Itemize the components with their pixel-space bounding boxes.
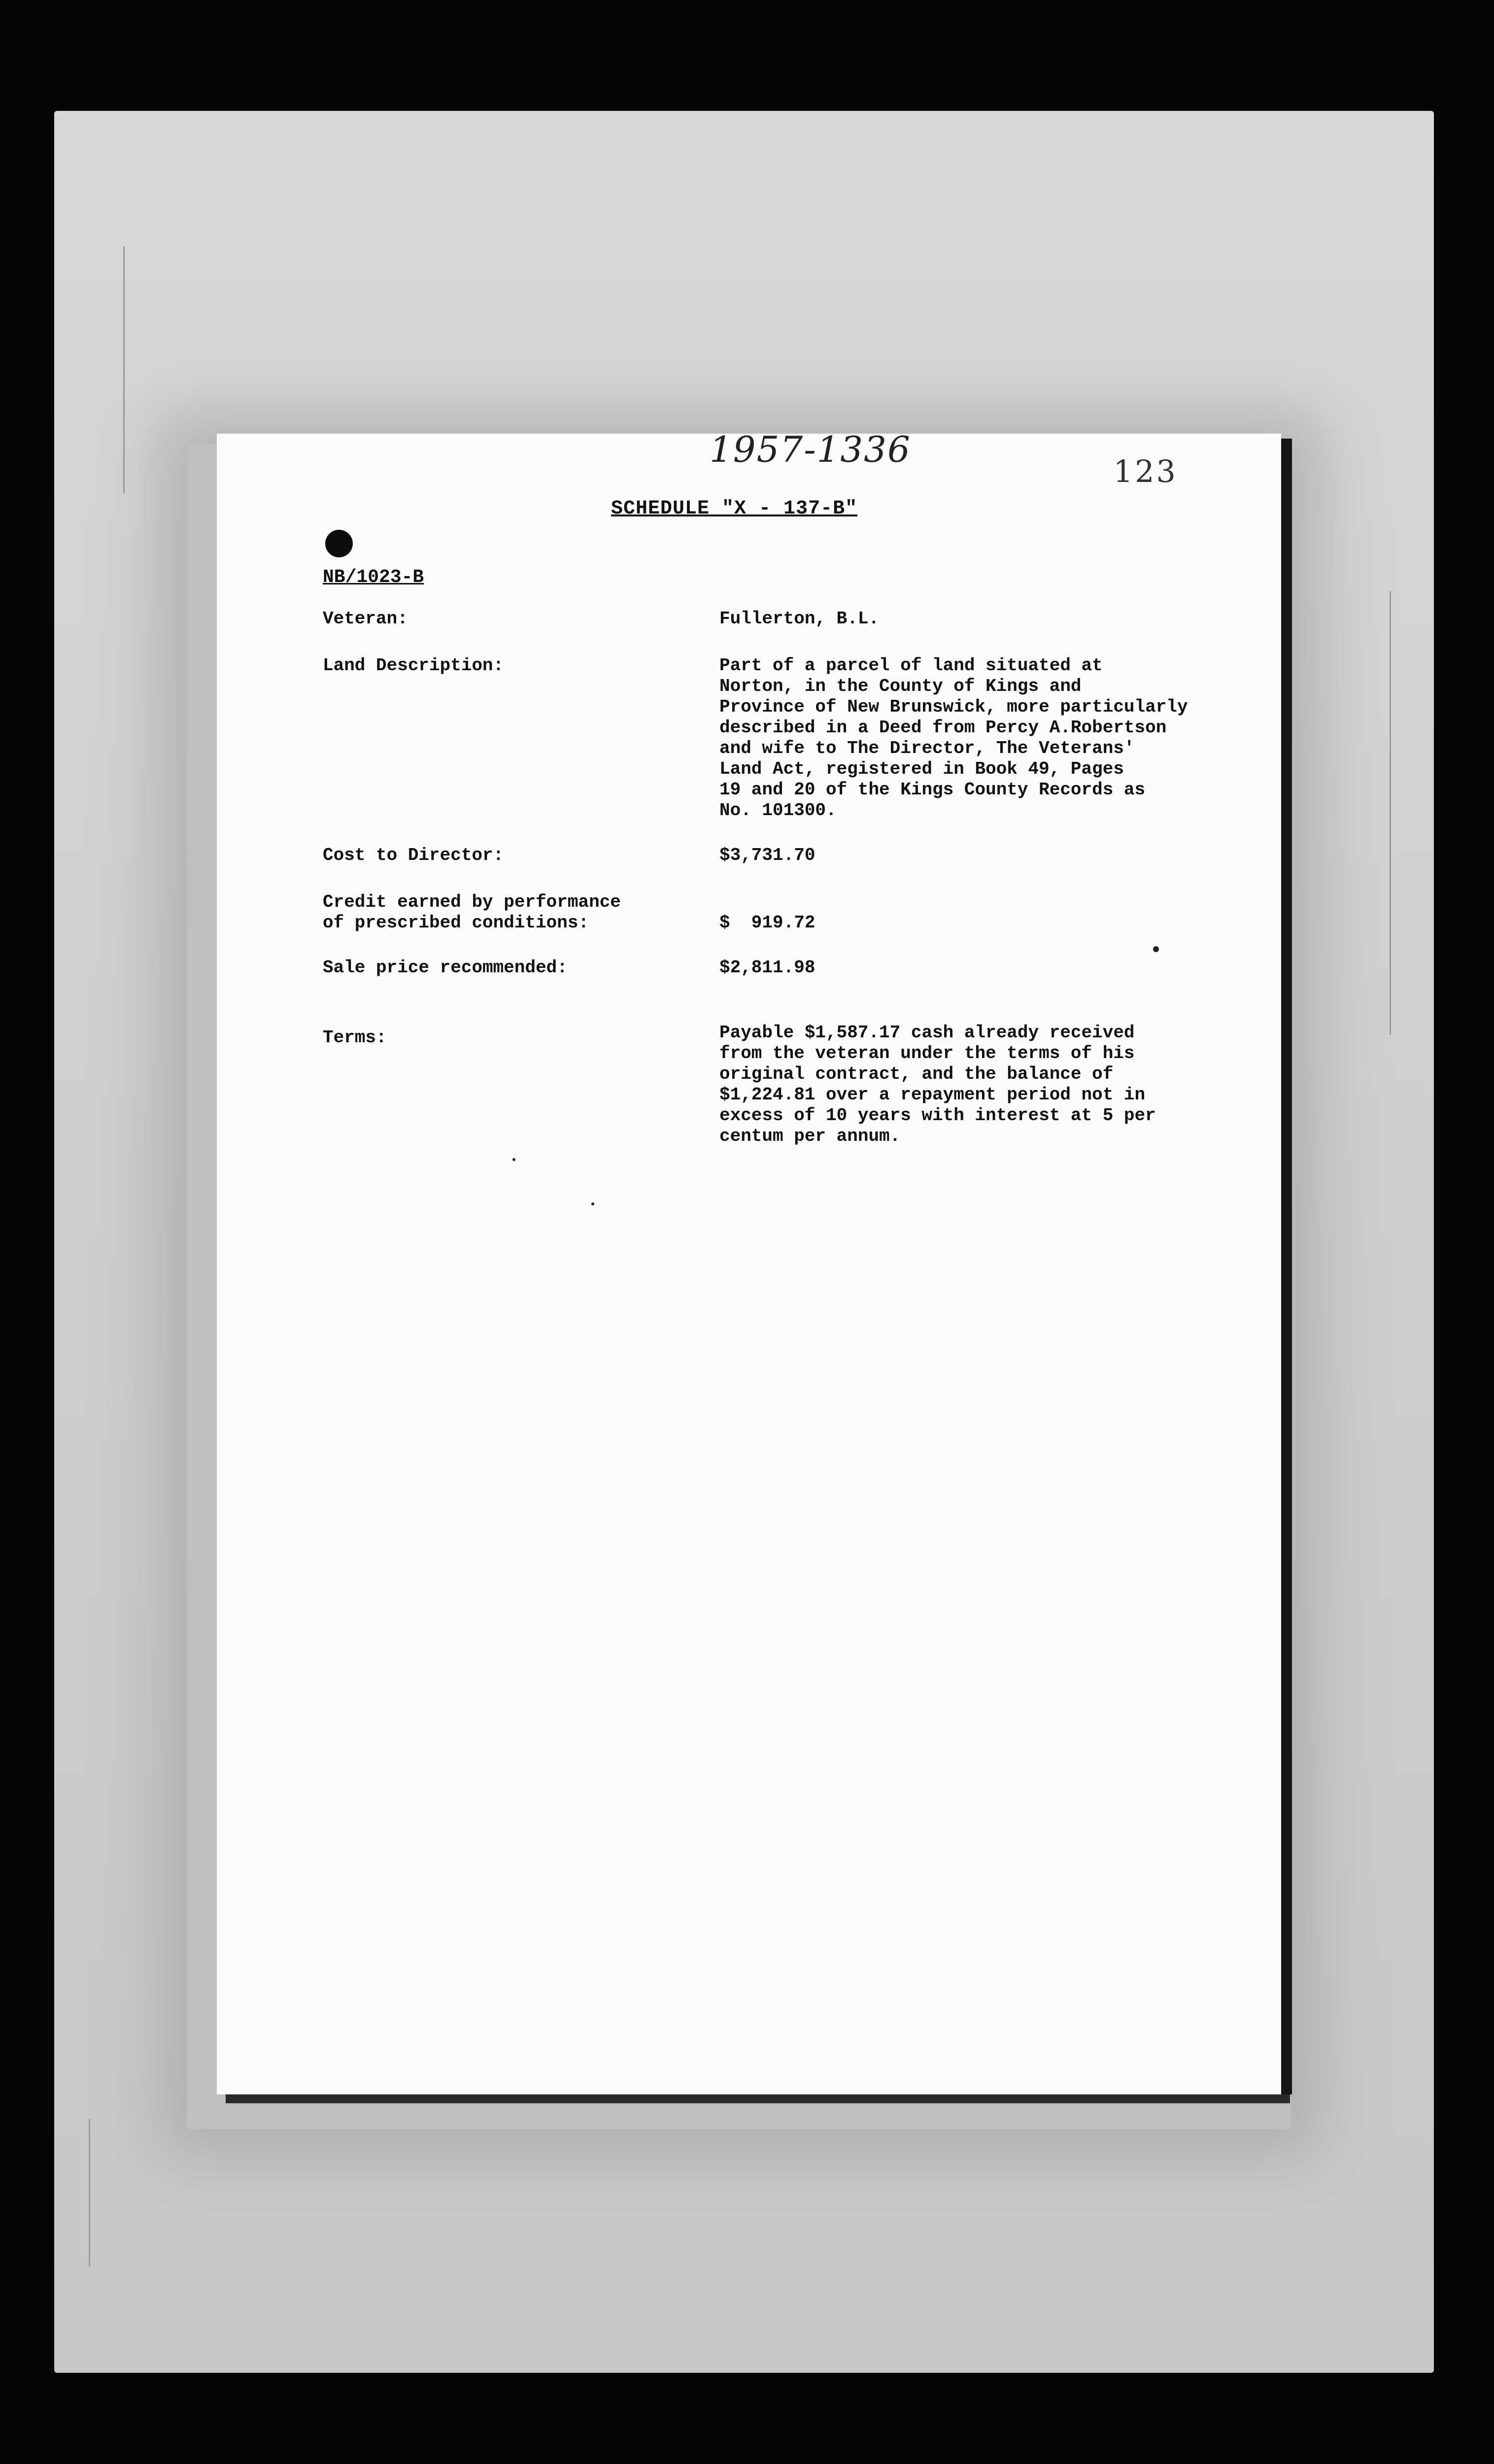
handwritten-reference: 1957-1336 bbox=[710, 429, 911, 470]
land-description-line: described in a Deed from Percy A.Robertson bbox=[719, 718, 1167, 738]
land-description-value bbox=[719, 655, 1261, 821]
terms-line: Payable $1,587.17 cash already received bbox=[719, 1023, 1135, 1043]
terms-line: from the veteran under the terms of his bbox=[719, 1043, 1135, 1063]
film-streak bbox=[123, 246, 125, 493]
schedule-title: SCHEDULE "X - 137-B" bbox=[611, 498, 858, 520]
file-reference: NB/1023-B bbox=[323, 567, 424, 588]
sale-price-label: Sale price recommended: bbox=[323, 958, 568, 978]
veteran-name: Fullerton, B.L. bbox=[719, 609, 880, 629]
cost-amount: $3,731.70 bbox=[719, 845, 815, 865]
credit-earned-value bbox=[719, 913, 1261, 933]
cost-to-director-label: Cost to Director: bbox=[323, 845, 504, 865]
film-streak bbox=[89, 2119, 90, 2267]
sale-price-amount: $2,811.98 bbox=[719, 958, 815, 978]
film-speck bbox=[1153, 946, 1159, 952]
page-edge bbox=[1281, 439, 1292, 2094]
terms-line: excess of 10 years with interest at 5 per bbox=[719, 1105, 1156, 1126]
terms-line: $1,224.81 over a repayment period not in bbox=[719, 1085, 1146, 1105]
film-speck bbox=[512, 1158, 515, 1161]
credit-earned-label: Credit earned by performance of prescribed conditions: bbox=[323, 892, 621, 933]
terms-line: centum per annum. bbox=[719, 1126, 901, 1146]
cost-to-director-value bbox=[719, 845, 1261, 866]
page-number: 123 bbox=[1113, 453, 1178, 489]
film-speck bbox=[591, 1202, 594, 1205]
land-description-line: Part of a parcel of land situated at bbox=[719, 655, 1103, 676]
terms-label: Terms: bbox=[323, 1027, 387, 1048]
land-description-line: Province of New Brunswick, more particularly bbox=[719, 697, 1188, 717]
land-description-line: Land Act, registered in Book 49, Pages bbox=[719, 759, 1124, 779]
sale-price-value bbox=[719, 958, 1261, 978]
document-page bbox=[217, 429, 1281, 2094]
land-description-line: 19 and 20 of the Kings County Records as bbox=[719, 780, 1146, 800]
punch-hole bbox=[325, 530, 353, 557]
terms-line: original contract, and the balance of bbox=[719, 1064, 1114, 1084]
film-streak bbox=[1390, 591, 1391, 1035]
veteran-value bbox=[719, 609, 1261, 629]
land-description-label: Land Description: bbox=[323, 655, 504, 676]
veteran-label: Veteran: bbox=[323, 609, 408, 629]
credit-amount: $ 919.72 bbox=[719, 913, 815, 933]
land-description-line: Norton, in the County of Kings and bbox=[719, 676, 1082, 696]
land-description-line: and wife to The Director, The Veterans' bbox=[719, 738, 1135, 758]
terms-value bbox=[719, 1023, 1261, 1147]
land-description-line: No. 101300. bbox=[719, 800, 837, 821]
